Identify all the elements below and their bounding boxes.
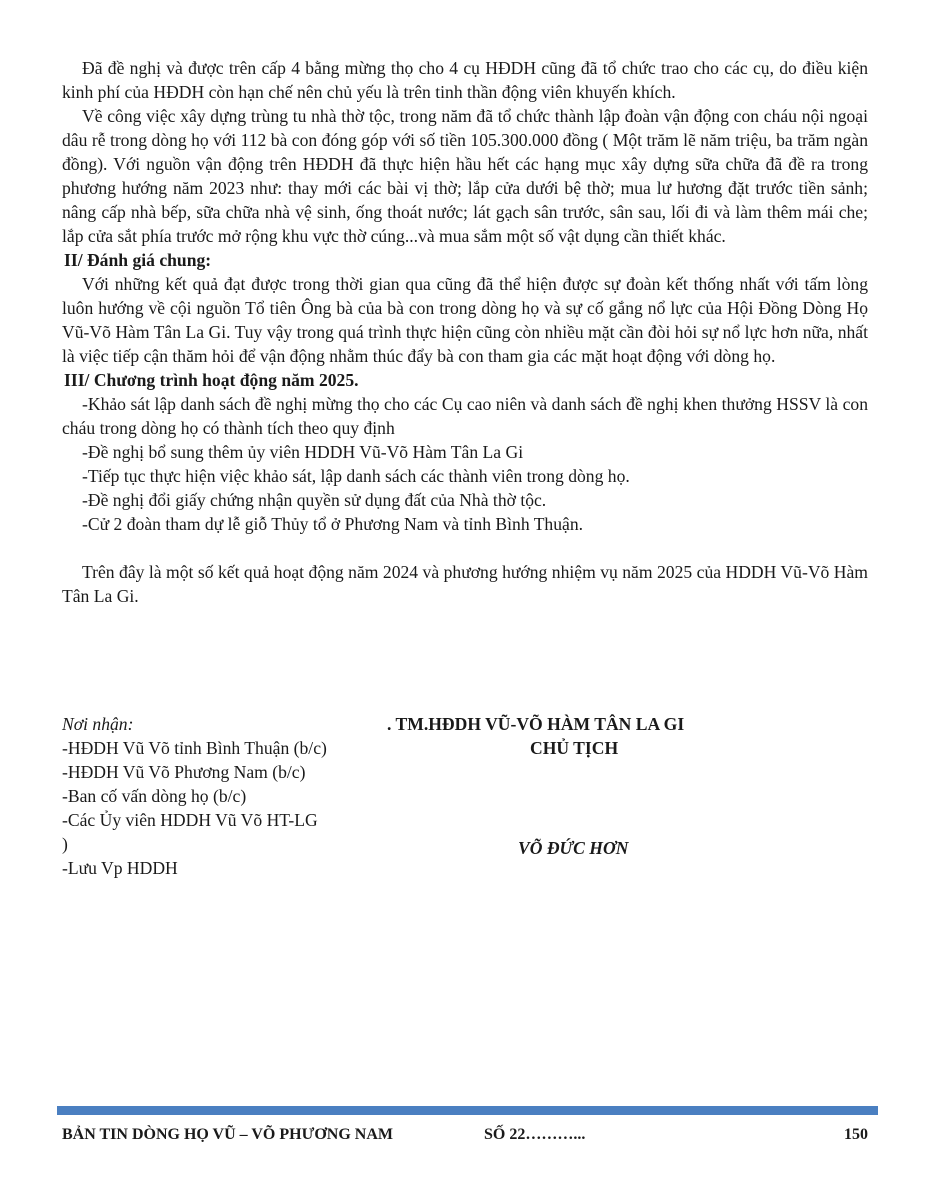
spacer: [62, 536, 868, 560]
paragraph-temple-renovation: Về công việc xây dựng trùng tu nhà thờ tộc, trong năm đã tổ chức thành lập đoàn vận động con cháu nội ngoại dâu rễ trong dòng họ với 112 bà con đóng góp với số tiền 105.300.000 đồng ( Một trăm lẽ năm triệu, ba trăm ngàn đồng). Với nguồn vận động trên HĐDH đã thực hiện hầu hết các hạng mục xây dựng sữa chữa đã đề ra trong phương hướng năm 2023 như: thay mới các bài vị thờ; lắp cửa dưới bệ thờ; mua lư hương đặt trước tiền sảnh; nâng cấp nhà bếp, sữa chữa nhà vệ sinh, ống thoát nước; lát gạch sân trước, sân sau, lối đi và làm thêm mái che; lắp cửa sắt phía trước mở rộng khu vực thờ cúng...và mua sắm một số vật dụng cần thiết khác.: [62, 106, 868, 246]
footer-issue: SỐ 22………...: [484, 1126, 586, 1143]
section-heading-evaluation: II/ Đánh giá chung:: [64, 250, 212, 270]
program-item-1: -Khảo sát lập danh sách đề nghị mừng thọ cho các Cụ cao niên và danh sách đề nghị khen thưởng HSSV là con cháu trong dòng họ có thành tích theo quy định: [62, 394, 868, 438]
signature-block: [62, 712, 868, 892]
footer-publication: BẢN TIN DÒNG HỌ VŨ – VÕ PHƯƠNG NAM: [62, 1126, 393, 1143]
paragraph-evaluation: Với những kết quả đạt được trong thời gian qua cũng đã thể hiện được sự đoàn kết thống nhất với tấm lòng luôn hướng về cội nguồn Tổ tiên Ông bà của bà con trong dòng họ và sự cố gắng nổ lực của Hội Đồng Dòng Họ Vũ-Võ Hàm Tân La Gi. Tuy vậy trong quá trình thực hiện cũng còn nhiều mặt cần đòi hỏi sự nổ lực hơn nữa, nhất là việc tiếp cận thăm hỏi để vận động nhằm thúc đẩy bà con tham gia các mặt hoạt động với dòng họ.: [62, 274, 868, 366]
recipient-item: -Ban cố vấn dòng họ (b/c): [62, 786, 247, 806]
section-heading-program: III/ Chương trình hoạt động năm 2025.: [64, 370, 359, 390]
paragraph-longevity: Đã đề nghị và được trên cấp 4 bằng mừng thọ cho 4 cụ HĐDH cũng đã tổ chức trao cho các cụ, do điều kiện kinh phí của HĐDH còn hạn chế nên chủ yếu là trên tinh thần động viên khuyến khích.: [62, 58, 868, 102]
program-item-4: -Đề nghị đổi giấy chứng nhận quyền sử dụng đất của Nhà thờ tộc.: [82, 490, 547, 510]
footer-page-number: 150: [844, 1126, 868, 1143]
signer-block: [387, 712, 867, 858]
program-item-5: -Cử 2 đoàn tham dự lễ giỗ Thủy tổ ở Phương Nam và tỉnh Bình Thuận.: [82, 514, 584, 534]
recipients-label: Nơi nhận:: [62, 714, 134, 734]
recipient-item: -HĐDH Vũ Võ Phương Nam (b/c): [62, 762, 306, 782]
recipient-item: ): [62, 834, 68, 854]
paragraph-closing: Trên đây là một số kết quả hoạt động năm 2024 và phương hướng nhiệm vụ năm 2025 của HDDH Vũ-Võ Hàm Tân La Gi.: [62, 562, 868, 606]
program-item-3: -Tiếp tục thực hiện việc khảo sát, lập danh sách các thành viên trong dòng họ.: [82, 466, 630, 486]
recipient-item: -Các Ủy viên HDDH Vũ Võ HT-LG: [62, 810, 318, 830]
signer-title: CHỦ TỊCH: [530, 738, 619, 758]
recipients-list: [62, 712, 402, 880]
document-body: [62, 56, 868, 608]
signer-name: VÕ ĐỨC HƠN: [518, 838, 629, 858]
recipient-item: -Lưu Vp HDDH: [62, 858, 178, 878]
signer-organization: . TM.HĐDH VŨ-VÕ HÀM TÂN LA GI: [387, 714, 685, 734]
footer-divider-bar: [57, 1106, 878, 1115]
recipient-item: -HĐDH Vũ Võ tỉnh Bình Thuận (b/c): [62, 738, 327, 758]
program-item-2: -Đề nghị bổ sung thêm ủy viên HDDH Vũ-Võ Hàm Tân La Gi: [82, 442, 524, 462]
